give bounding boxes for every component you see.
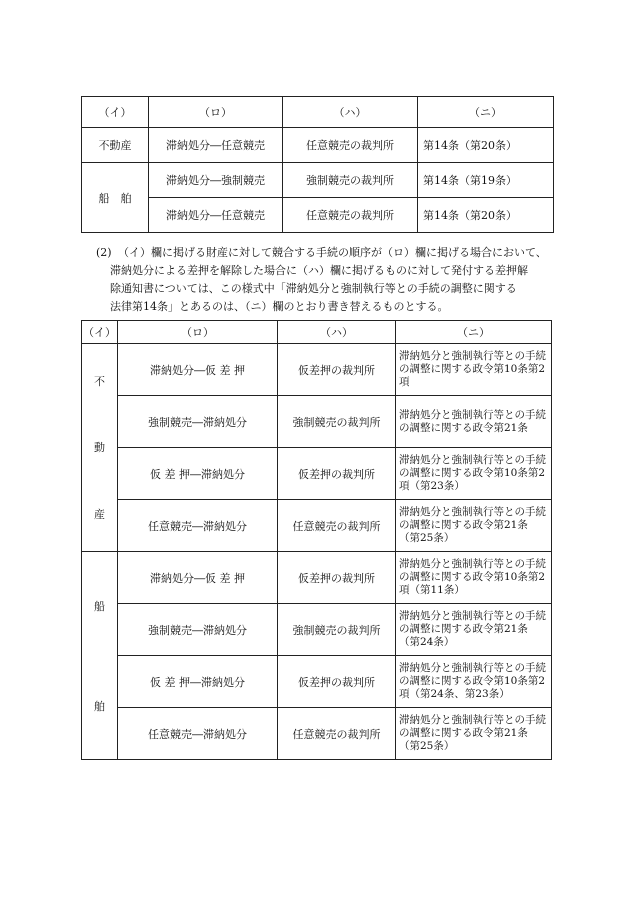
table-1-header-ro: （ロ） — [149, 97, 283, 128]
table-cell: 任意競売の裁判所 — [283, 198, 418, 233]
group-char: 船 — [94, 599, 105, 613]
group-char: 動 — [94, 441, 105, 455]
table-1-group-cell: 不動産 — [82, 128, 149, 163]
table-row — [82, 396, 552, 448]
table-cell: 滞納処分―任意競売 — [149, 198, 283, 233]
table-2-header-ni: （ニ） — [396, 321, 552, 344]
group-char: 産 — [94, 508, 105, 522]
table-cell: 任意競売の裁判所 — [283, 128, 418, 163]
table-row — [82, 708, 552, 760]
table-cell: 滞納処分と強制執行等との手続の調整に関する政令第21条（第25条） — [396, 708, 552, 760]
table-row — [82, 552, 552, 604]
table-1 — [81, 96, 554, 233]
table-cell: 滞納処分と強制執行等との手続の調整に関する政令第10条第2項 — [396, 344, 552, 396]
table-cell: 仮差押の裁判所 — [278, 656, 396, 708]
table-1-header-ni: （ニ） — [418, 97, 554, 128]
table-cell: 滞納処分と強制執行等との手続の調整に関する政令第10条第2項（第11条） — [396, 552, 552, 604]
table-cell: 強制競売の裁判所 — [278, 604, 396, 656]
table-row — [82, 604, 552, 656]
table-row — [82, 656, 552, 708]
table-cell: 任意競売の裁判所 — [278, 500, 396, 552]
table-cell: 仮 差 押―滞納処分 — [118, 656, 278, 708]
table-cell: 滞納処分と強制執行等との手続の調整に関する政令第21条（第24条） — [396, 604, 552, 656]
table-1-header-ha: （ハ） — [283, 97, 418, 128]
paragraph-line: （イ）欄に掲げる財産に対して競合する手続の順序が（ロ）欄に掲げる場合において、 — [118, 246, 547, 259]
table-cell: 滞納処分と強制執行等との手続の調整に関する政令第21条（第25条） — [396, 500, 552, 552]
table-cell: 仮差押の裁判所 — [278, 344, 396, 396]
table-cell: 第14条（第20条） — [418, 128, 554, 163]
table-row — [82, 448, 552, 500]
table-cell: 滞納処分―強制競売 — [149, 163, 283, 198]
paragraph-2 — [96, 244, 556, 316]
table-cell: 任意競売―滞納処分 — [118, 500, 278, 552]
group-char: 舶 — [94, 699, 105, 713]
paragraph-line: 除通知書については、この様式中「滞納処分と強制執行等との手続の調整に関する — [110, 282, 517, 295]
table-cell: 任意競売の裁判所 — [278, 708, 396, 760]
table-cell: 仮差押の裁判所 — [278, 448, 396, 500]
table-row — [82, 128, 554, 163]
table-1-header-row — [82, 97, 554, 128]
table-cell: 第14条（第20条） — [418, 198, 554, 233]
table-cell: 滞納処分と強制執行等との手続の調整に関する政令第10条第2項（第23条） — [396, 448, 552, 500]
table-cell: 滞納処分―仮 差 押 — [118, 552, 278, 604]
table-row — [82, 344, 552, 396]
table-cell: 滞納処分―仮 差 押 — [118, 344, 278, 396]
table-cell: 仮 差 押―滞納処分 — [118, 448, 278, 500]
table-2-header-row — [82, 321, 552, 344]
table-cell: 滞納処分―任意競売 — [149, 128, 283, 163]
paragraph-number: (2) — [96, 246, 112, 259]
table-cell: 仮差押の裁判所 — [278, 552, 396, 604]
table-cell: 滞納処分と強制執行等との手続の調整に関する政令第21条 — [396, 396, 552, 448]
table-row — [82, 198, 554, 233]
table-2-header-ha: （ハ） — [278, 321, 396, 344]
table-row — [82, 163, 554, 198]
table-cell: 強制競売―滞納処分 — [118, 604, 278, 656]
table-cell: 任意競売―滞納処分 — [118, 708, 278, 760]
table-2-header-i: （イ） — [82, 321, 118, 344]
table-row — [82, 500, 552, 552]
paragraph-line: 滞納処分による差押を解除した場合に（ハ）欄に掲げるものに対して発付する差押解 — [110, 264, 528, 277]
table-cell: 第14条（第19条） — [418, 163, 554, 198]
paragraph-line: 法律第14条」とあるのは、（ニ）欄のとおり書き替えるものとする。 — [110, 300, 449, 313]
table-cell: 強制競売―滞納処分 — [118, 396, 278, 448]
table-2-group-fudousan — [82, 344, 118, 552]
table-cell: 強制競売の裁判所 — [278, 396, 396, 448]
table-2-group-senpaku — [82, 552, 118, 760]
table-1-group-cell: 船 舶 — [82, 163, 149, 233]
table-cell: 強制競売の裁判所 — [283, 163, 418, 198]
table-1-header-i: （イ） — [82, 97, 149, 128]
table-cell: 滞納処分と強制執行等との手続の調整に関する政令第10条第2項（第24条、第23条） — [396, 656, 552, 708]
group-char: 不 — [94, 374, 105, 388]
table-2-header-ro: （ロ） — [118, 321, 278, 344]
table-2 — [81, 320, 552, 760]
